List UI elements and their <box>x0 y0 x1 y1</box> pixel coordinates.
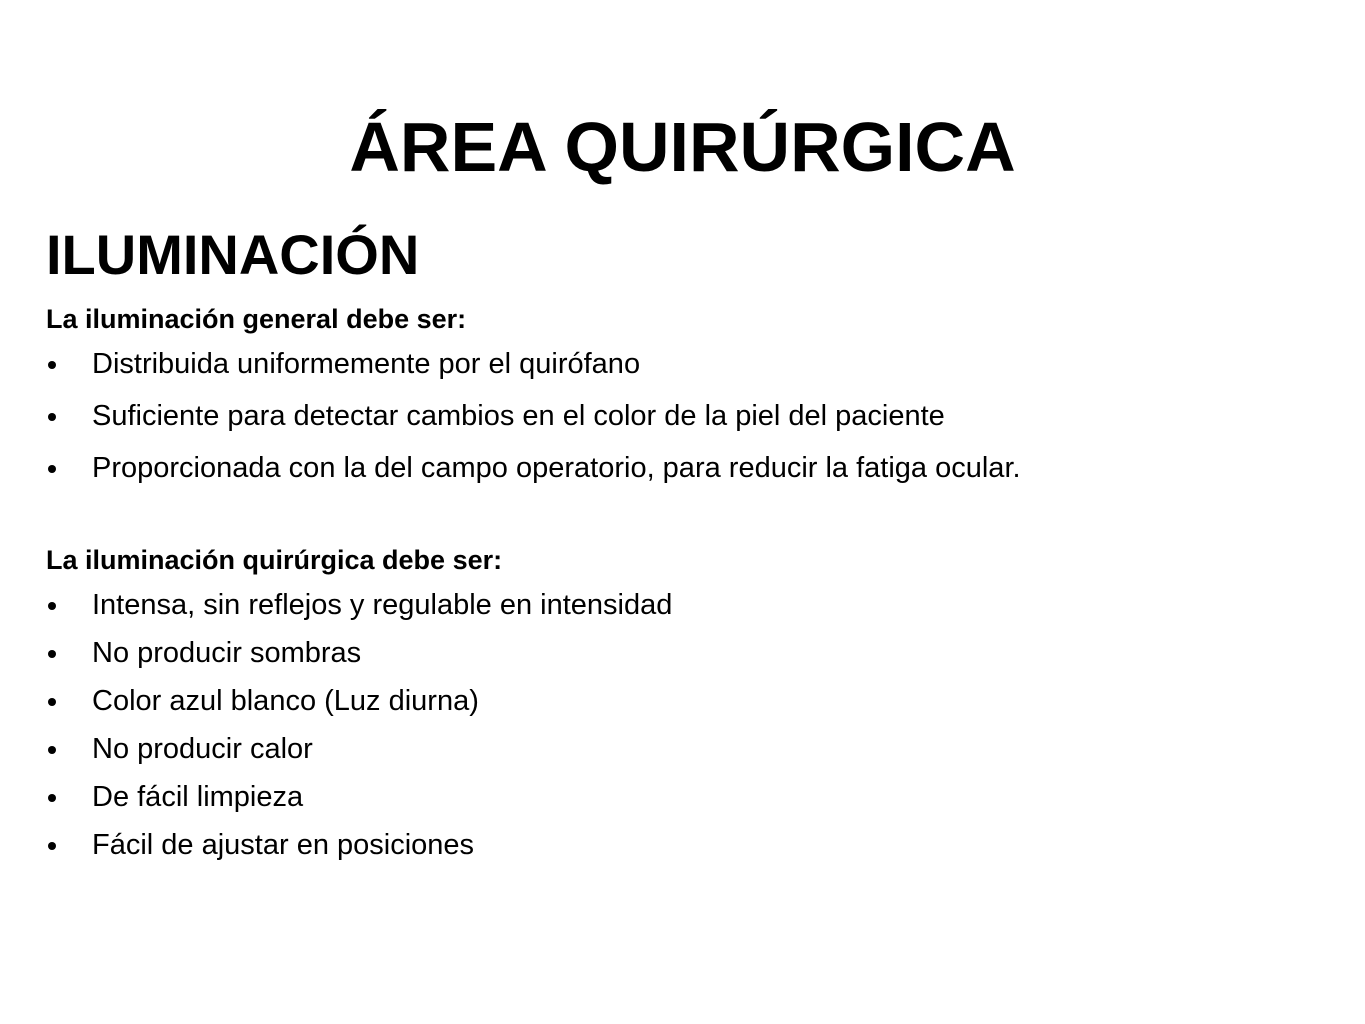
surgical-lighting-heading: La iluminación quirúrgica debe ser: <box>46 545 503 575</box>
list-item-text: De fácil limpieza <box>92 781 304 813</box>
list-item <box>46 779 672 827</box>
bullet-icon <box>48 602 56 610</box>
surgical-lighting-list <box>46 587 672 875</box>
bullet-icon <box>48 361 56 369</box>
list-item <box>46 683 672 731</box>
list-item <box>46 731 672 779</box>
bullet-icon <box>48 413 56 421</box>
slide-title: ÁREA QUIRÚRGICA <box>349 107 1016 186</box>
list-item <box>46 398 1021 450</box>
list-item <box>46 450 1021 502</box>
list-item-text: Intensa, sin reflejos y regulable en intensidad <box>92 589 673 621</box>
list-item-text: Color azul blanco (Luz diurna) <box>92 685 479 717</box>
bullet-icon <box>48 465 56 473</box>
bullet-icon <box>48 698 56 706</box>
list-item <box>46 827 672 875</box>
bullet-icon <box>48 650 56 658</box>
list-item-text: Proporcionada con la del campo operatorio, para reducir la fatiga ocular. <box>92 452 1021 484</box>
list-item <box>46 635 672 683</box>
section-heading: ILUMINACIÓN <box>46 223 420 286</box>
list-item-text: No producir sombras <box>92 637 362 669</box>
list-item <box>46 346 1021 398</box>
list-item-text: No producir calor <box>92 733 313 765</box>
bullet-icon <box>48 746 56 754</box>
general-lighting-list <box>46 346 1021 502</box>
bullet-icon <box>48 842 56 850</box>
list-item <box>46 587 672 635</box>
list-item-text: Suficiente para detectar cambios en el color de la piel del paciente <box>92 400 945 432</box>
general-lighting-heading: La iluminación general debe ser: <box>46 304 467 334</box>
list-item-text: Fácil de ajustar en posiciones <box>92 829 475 861</box>
list-item-text: Distribuida uniformemente por el quirófano <box>92 348 641 380</box>
bullet-icon <box>48 794 56 802</box>
